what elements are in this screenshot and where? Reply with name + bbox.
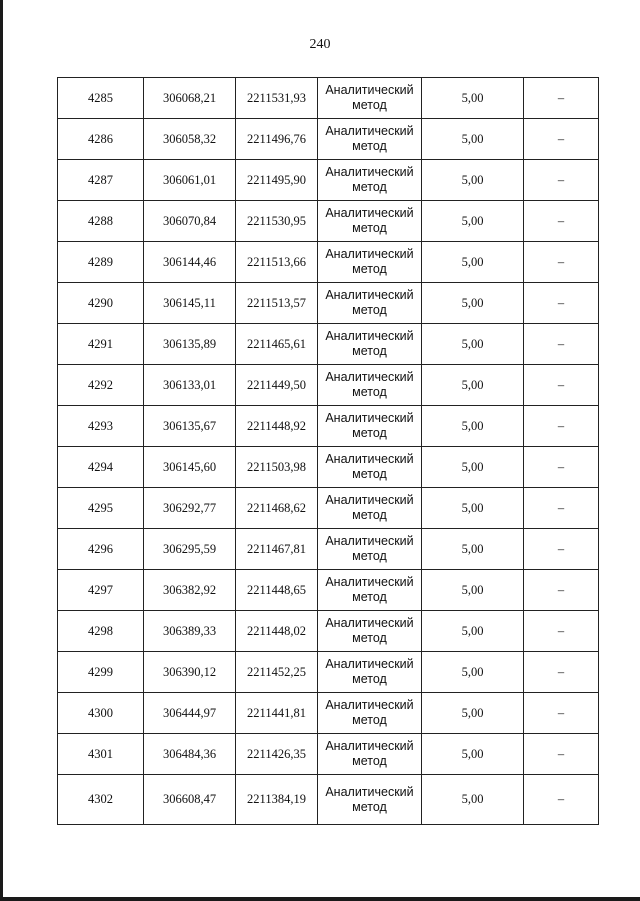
accuracy: 5,00 [422,406,524,447]
note: – [524,529,599,570]
point-id: 4289 [58,242,144,283]
note: – [524,201,599,242]
method-line2: метод [352,672,387,686]
table-row [58,611,599,652]
method-cell [318,283,422,324]
method-line1: Аналитический [325,411,414,425]
coord-x: 306144,46 [144,242,236,283]
accuracy: 5,00 [422,529,524,570]
table-row [58,570,599,611]
coord-y: 2211503,98 [236,447,318,488]
note: – [524,652,599,693]
table-row [58,324,599,365]
coord-x: 306145,60 [144,447,236,488]
coord-x: 306292,77 [144,488,236,529]
coord-y: 2211452,25 [236,652,318,693]
method-cell [318,775,422,825]
method-line1: Аналитический [325,698,414,712]
method-line2: метод [352,344,387,358]
coord-y: 2211467,81 [236,529,318,570]
note: – [524,447,599,488]
note: – [524,693,599,734]
note: – [524,160,599,201]
point-id: 4302 [58,775,144,825]
method-cell [318,242,422,283]
table-row [58,78,599,119]
accuracy: 5,00 [422,78,524,119]
accuracy: 5,00 [422,365,524,406]
point-id: 4285 [58,78,144,119]
method-line2: метод [352,590,387,604]
table-row [58,201,599,242]
coord-x: 306390,12 [144,652,236,693]
accuracy: 5,00 [422,447,524,488]
coord-x: 306068,21 [144,78,236,119]
table-row [58,283,599,324]
scan-left-edge [0,0,3,901]
table-row [58,447,599,488]
table-row [58,160,599,201]
method-line1: Аналитический [325,534,414,548]
method-line2: метод [352,549,387,563]
table-row [58,242,599,283]
method-line2: метод [352,139,387,153]
coord-y: 2211426,35 [236,734,318,775]
method-line1: Аналитический [325,165,414,179]
accuracy: 5,00 [422,693,524,734]
accuracy: 5,00 [422,488,524,529]
coordinates-table [57,77,599,825]
note: – [524,406,599,447]
method-line1: Аналитический [325,657,414,671]
coord-x: 306145,11 [144,283,236,324]
method-line1: Аналитический [325,206,414,220]
coord-y: 2211448,92 [236,406,318,447]
method-cell [318,693,422,734]
method-line1: Аналитический [325,575,414,589]
note: – [524,283,599,324]
method-line2: метод [352,799,387,814]
method-line1: Аналитический [325,493,414,507]
point-id: 4298 [58,611,144,652]
method-line1: Аналитический [325,739,414,753]
note: – [524,119,599,160]
coord-y: 2211449,50 [236,365,318,406]
note: – [524,775,599,825]
method-line2: метод [352,467,387,481]
accuracy: 5,00 [422,201,524,242]
table-row [58,693,599,734]
method-cell [318,652,422,693]
method-cell [318,529,422,570]
coord-y: 2211384,19 [236,775,318,825]
method-cell [318,447,422,488]
coord-y: 2211448,65 [236,570,318,611]
method-line2: метод [352,180,387,194]
point-id: 4292 [58,365,144,406]
point-id: 4299 [58,652,144,693]
method-cell [318,160,422,201]
method-cell [318,119,422,160]
coord-y: 2211441,81 [236,693,318,734]
method-cell [318,570,422,611]
coord-x: 306061,01 [144,160,236,201]
method-line2: метод [352,385,387,399]
point-id: 4291 [58,324,144,365]
accuracy: 5,00 [422,734,524,775]
table-row [58,775,599,825]
point-id: 4296 [58,529,144,570]
method-cell [318,78,422,119]
accuracy: 5,00 [422,283,524,324]
method-line1: Аналитический [325,83,414,97]
accuracy: 5,00 [422,652,524,693]
point-id: 4300 [58,693,144,734]
note: – [524,570,599,611]
method-cell [318,488,422,529]
point-id: 4295 [58,488,144,529]
method-line2: метод [352,754,387,768]
table-row [58,119,599,160]
coord-x: 306382,92 [144,570,236,611]
coord-y: 2211495,90 [236,160,318,201]
table-row [58,406,599,447]
coord-x: 306484,36 [144,734,236,775]
point-id: 4301 [58,734,144,775]
point-id: 4288 [58,201,144,242]
accuracy: 5,00 [422,119,524,160]
coord-x: 306389,33 [144,611,236,652]
coord-y: 2211465,61 [236,324,318,365]
note: – [524,734,599,775]
point-id: 4294 [58,447,144,488]
method-line2: метод [352,303,387,317]
method-cell [318,365,422,406]
coord-y: 2211448,02 [236,611,318,652]
table-row [58,652,599,693]
page-number: 240 [309,37,331,52]
point-id: 4293 [58,406,144,447]
method-cell [318,406,422,447]
coordinates-table-body [58,78,599,825]
method-line2: метод [352,98,387,112]
point-id: 4297 [58,570,144,611]
coord-y: 2211531,93 [236,78,318,119]
method-line2: метод [352,262,387,276]
table-row [58,734,599,775]
method-line1: Аналитический [325,370,414,384]
method-line1: Аналитический [325,784,414,799]
method-line1: Аналитический [325,124,414,138]
method-cell [318,611,422,652]
accuracy: 5,00 [422,324,524,365]
method-line2: метод [352,631,387,645]
method-line2: метод [352,426,387,440]
method-cell [318,324,422,365]
note: – [524,611,599,652]
point-id: 4286 [58,119,144,160]
accuracy: 5,00 [422,611,524,652]
method-line1: Аналитический [325,616,414,630]
coord-x: 306135,89 [144,324,236,365]
coord-x: 306135,67 [144,406,236,447]
coord-x: 306133,01 [144,365,236,406]
accuracy: 5,00 [422,775,524,825]
coord-y: 2211530,95 [236,201,318,242]
coord-x: 306608,47 [144,775,236,825]
table-row [58,529,599,570]
accuracy: 5,00 [422,160,524,201]
point-id: 4287 [58,160,144,201]
table-row [58,488,599,529]
method-cell [318,734,422,775]
coord-x: 306295,59 [144,529,236,570]
method-line2: метод [352,508,387,522]
coord-y: 2211513,57 [236,283,318,324]
coord-x: 306058,32 [144,119,236,160]
coord-y: 2211496,76 [236,119,318,160]
method-line2: метод [352,221,387,235]
note: – [524,488,599,529]
method-cell [318,201,422,242]
point-id: 4290 [58,283,144,324]
accuracy: 5,00 [422,242,524,283]
coord-x: 306070,84 [144,201,236,242]
coord-y: 2211513,66 [236,242,318,283]
method-line2: метод [352,713,387,727]
scan-bottom-edge [0,897,640,901]
method-line1: Аналитический [325,452,414,466]
method-line1: Аналитический [325,247,414,261]
note: – [524,365,599,406]
method-line1: Аналитический [325,288,414,302]
coord-x: 306444,97 [144,693,236,734]
method-line1: Аналитический [325,329,414,343]
coord-y: 2211468,62 [236,488,318,529]
note: – [524,324,599,365]
note: – [524,242,599,283]
accuracy: 5,00 [422,570,524,611]
note: – [524,78,599,119]
table-row [58,365,599,406]
